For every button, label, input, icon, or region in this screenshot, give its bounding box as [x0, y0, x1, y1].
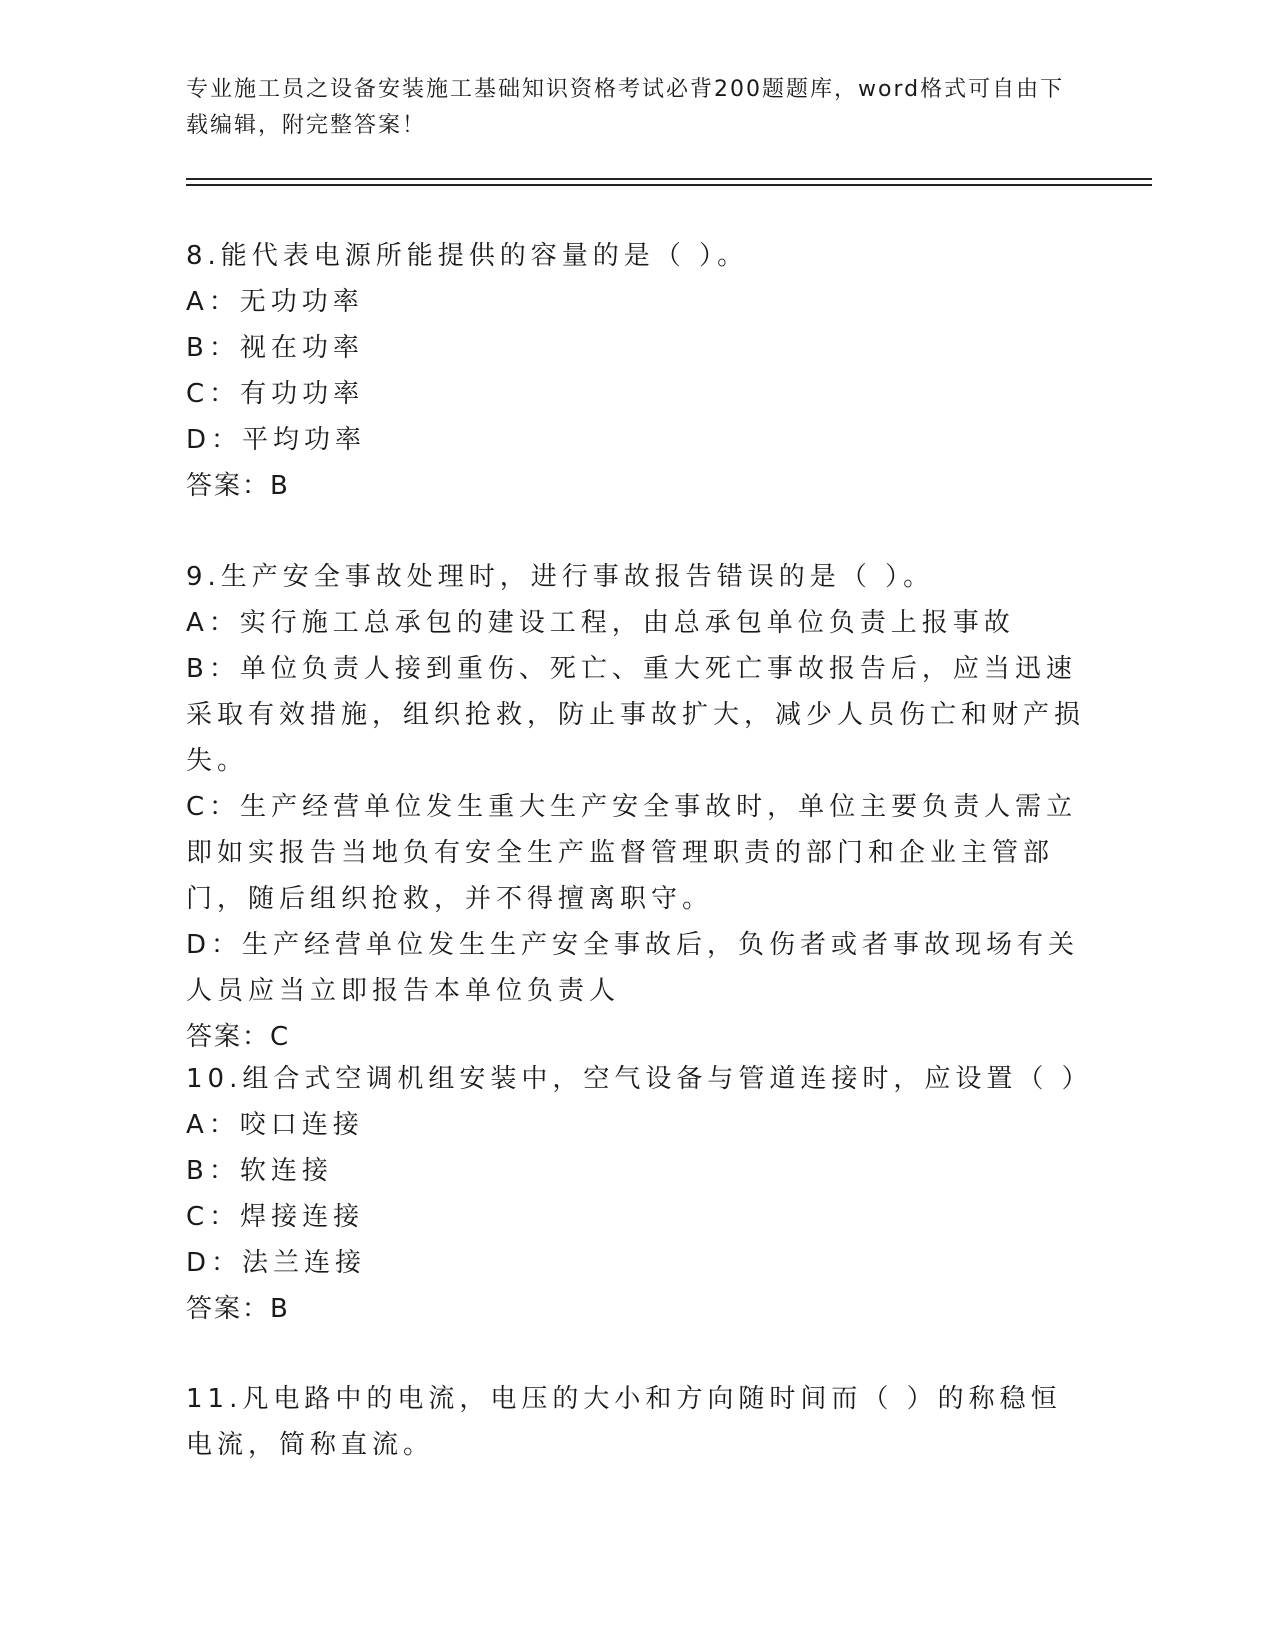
option-a: A：咬口连接 [186, 1110, 364, 1140]
header-divider-bottom [186, 184, 1152, 186]
question-stem: 9.生产安全事故处理时，进行事故报告错误的是（ ）。 [186, 562, 935, 592]
question-stem: 11.凡电路中的电流，电压的大小和方向随时间而（ ）的称稳恒电流，简称直流。 [186, 1384, 1062, 1460]
option-b: B：视在功率 [186, 333, 364, 363]
question-10 [186, 1056, 1093, 1332]
option-c: C：生产经营单位发生重大生产安全事故时，单位主要负责人需立即如实报告当地负有安全生产监督管理职责的部门和企业主管部门，随后组织抢救，并不得擅离职守。 [186, 792, 1078, 914]
option-d: D：生产经营单位发生生产安全事故后，负伤者或者事故现场有关人员应当立即报告本单位负责人 [186, 930, 1080, 1006]
question-stem: 10.组合式空调机组安装中，空气设备与管道连接时，应设置（ ） [186, 1064, 1093, 1094]
header-divider-top [186, 178, 1152, 180]
option-b: B：软连接 [186, 1156, 333, 1186]
option-a: A：实行施工总承包的建设工程，由总承包单位负责上报事故 [186, 608, 1015, 638]
document-header: 专业施工员之设备安装施工基础知识资格考试必背200题题库，word格式可自由下载编辑，附完整答案！ [186, 77, 1065, 138]
question-stem: 8.能代表电源所能提供的容量的是（ ）。 [186, 241, 749, 271]
option-d: D：法兰连接 [186, 1248, 367, 1278]
option-c: C：焊接连接 [186, 1202, 365, 1232]
answer: 答案：B [186, 471, 290, 501]
option-c: C：有功功率 [186, 379, 365, 409]
answer: 答案：B [186, 1294, 290, 1324]
answer: 答案：C [186, 1022, 291, 1052]
question-8 [186, 233, 1086, 509]
question-9 [186, 554, 1086, 1060]
option-a: A：无功功率 [186, 287, 364, 317]
question-11 [186, 1376, 1086, 1468]
option-b: B：单位负责人接到重伤、死亡、重大死亡事故报告后，应当迅速采取有效措施，组织抢救，防止事故扩大，减少人员伤亡和财产损失。 [186, 654, 1086, 776]
option-d: D：平均功率 [186, 425, 367, 455]
